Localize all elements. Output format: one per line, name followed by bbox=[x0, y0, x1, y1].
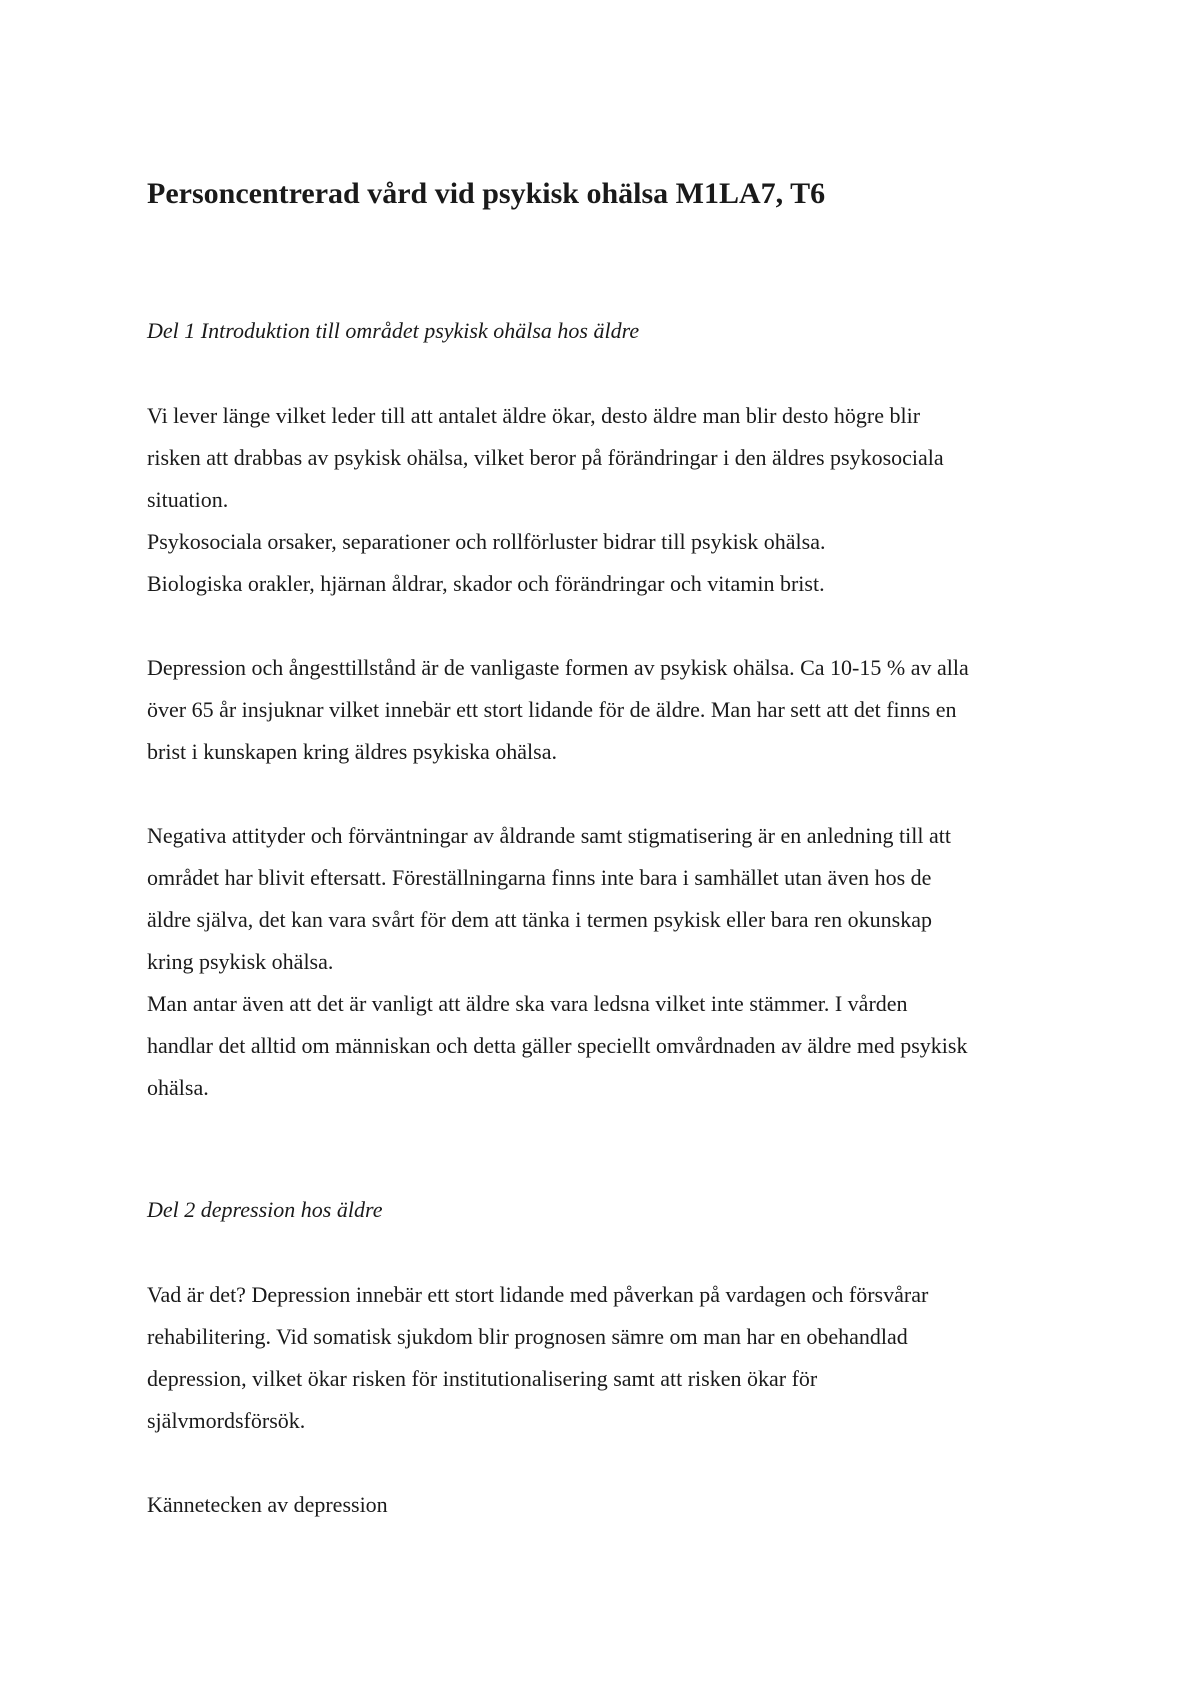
text-line: självmordsförsök. bbox=[147, 1408, 306, 1433]
text-line: brist i kunskapen kring äldres psykiska ohälsa. bbox=[147, 739, 557, 764]
paragraph bbox=[147, 1274, 1087, 1442]
text-line: Vi lever länge vilket leder till att antalet äldre ökar, desto äldre man blir desto högre blir bbox=[147, 403, 921, 428]
paragraph bbox=[147, 815, 1087, 1109]
section-heading-del-1: Del 1 Introduktion till området psykisk ohälsa hos äldre bbox=[147, 318, 640, 343]
text-line: Biologiska orakler, hjärnan åldrar, skador och förändringar och vitamin brist. bbox=[147, 571, 825, 596]
text-line: situation. bbox=[147, 487, 229, 512]
text-line: äldre själva, det kan vara svårt för dem att tänka i termen psykisk eller bara ren okunskap bbox=[147, 907, 932, 932]
text-line: Vad är det? Depression innebär ett stort lidande med påverkan på vardagen och försvårar bbox=[147, 1282, 929, 1307]
text-line: risken att drabbas av psykisk ohälsa, vilket beror på förändringar i den äldres psykosociala bbox=[147, 445, 944, 470]
text-line: Man antar även att det är vanligt att äldre ska vara ledsna vilket inte stämmer. I vården bbox=[147, 991, 908, 1016]
paragraph bbox=[147, 647, 1087, 773]
paragraph bbox=[147, 395, 1087, 605]
text-line: kring psykisk ohälsa. bbox=[147, 949, 334, 974]
section-heading-del-2: Del 2 depression hos äldre bbox=[147, 1197, 383, 1222]
text-line: Depression och ångesttillstånd är de vanligaste formen av psykisk ohälsa. Ca 10-15 % av alla bbox=[147, 655, 969, 680]
text-line: rehabilitering. Vid somatisk sjukdom blir prognosen sämre om man har en obehandlad bbox=[147, 1324, 908, 1349]
document-title: Personcentrerad vård vid psykisk ohälsa M1LA7, T6 bbox=[147, 177, 826, 210]
text-line: Kännetecken av depression bbox=[147, 1492, 388, 1517]
paragraph bbox=[147, 1484, 1087, 1526]
text-line: Negativa attityder och förväntningar av åldrande samt stigmatisering är en anledning till att bbox=[147, 823, 951, 848]
text-line: ohälsa. bbox=[147, 1075, 209, 1100]
text-line: området har blivit eftersatt. Föreställningarna finns inte bara i samhället utan även hos de bbox=[147, 865, 932, 890]
text-line: depression, vilket ökar risken för institutionalisering samt att risken ökar för bbox=[147, 1366, 818, 1391]
text-line: över 65 år insjuknar vilket innebär ett stort lidande för de äldre. Man har sett att det finns en bbox=[147, 697, 957, 722]
text-line: handlar det alltid om människan och detta gäller speciellt omvårdnaden av äldre med psykisk bbox=[147, 1033, 968, 1058]
text-line: Psykosociala orsaker, separationer och rollförluster bidrar till psykisk ohälsa. bbox=[147, 529, 826, 554]
